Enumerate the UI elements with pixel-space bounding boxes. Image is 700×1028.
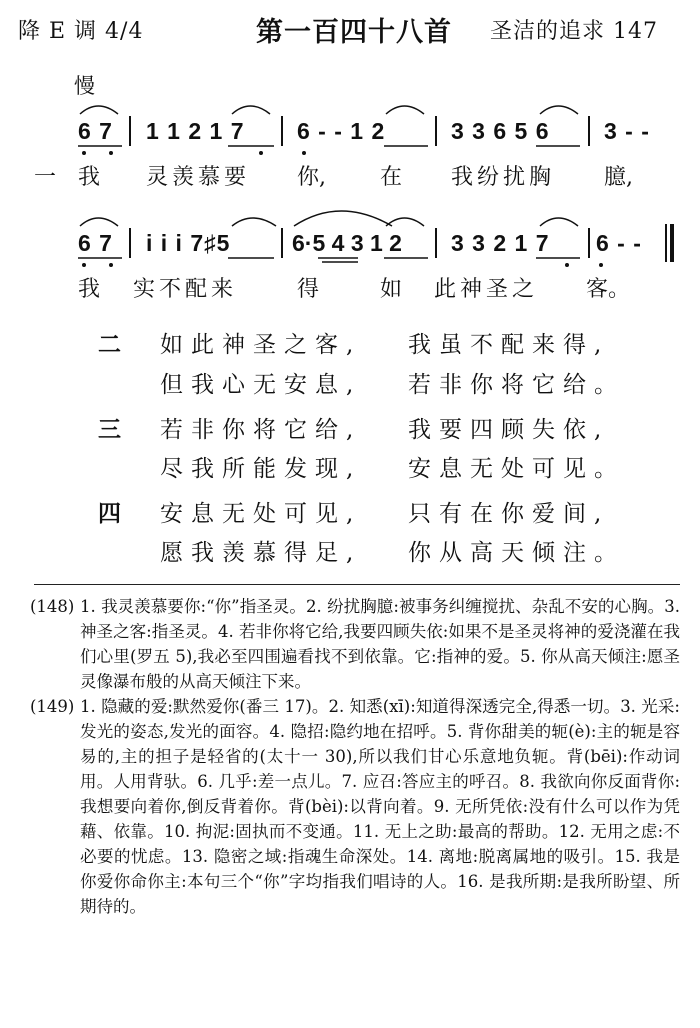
measure-2-4: 3 3 2 1 7	[451, 230, 550, 256]
footnotes	[30, 594, 680, 919]
lyric-syllable: 客。	[586, 277, 631, 302]
tempo-marking: 慢	[74, 74, 95, 98]
stanza-line: 安息无处可见,	[160, 501, 362, 527]
footnote-148	[30, 594, 680, 694]
lyric-syllable: 我	[78, 165, 101, 190]
lyric-syllable: 得	[297, 277, 320, 302]
stanza-number: 四	[98, 501, 121, 527]
footnote-149	[30, 694, 680, 919]
measure-1-3: 6 - - 1 2	[297, 118, 386, 144]
lyric-syllable: 灵羡慕要	[146, 165, 251, 190]
stanza-line: 愿我羡慕得足,	[160, 540, 362, 566]
stanza-line: 若非你将它给。	[408, 372, 625, 398]
measure-1-5: 3 - -	[604, 118, 650, 144]
stanza-line: 只有在你爱间,	[408, 501, 610, 527]
footnote-text: 1. 隐藏的爱:默然爱你(番三 17)。2. 知悉(xī):知道得深透完全,得悉一切。3. 光采:发光的姿态,发光的面容。4. 隐招:隐约地在招呼。5. 背你甜美的轭(è):主的轭是容易的,主的担子是轻省的(太十一 30),所以我们甘心乐意地负轭。背(bēi):作动词用。人用背驮。6. 几乎:差一点儿。7. 应召:答应主的呼召。8. 我欲向你反面背你:我想要向着你,倒反背着你。背(bèi):以背向着。9. 无所凭依:没有什么可以作为凭藉、依靠。10. 拘泥:固执而不变通。11. 无上之助:最高的帮助。12. 无用之虑:不必要的忧虑。13. 隐密之域:指魂生命深处。14. 离地:脱离属地的吸引。15. 我是你爱你命你主:本句三个“你”字均指我们唱诗的人。16. 是我所期:是我所盼望、所期待的。	[80, 697, 680, 916]
stanza-number: 二	[98, 332, 121, 358]
slur-marks	[80, 106, 578, 226]
stanza-line: 安息无处可见。	[408, 456, 625, 482]
lyric-syllable: 臆,	[604, 165, 633, 190]
key-signature: 降 E 调 4/4	[18, 19, 144, 44]
notation-marks	[0, 0, 700, 320]
stanza-line: 若非你将它给,	[160, 417, 362, 443]
measure-1-1: 6 7	[78, 118, 113, 144]
stanza-line: 我虽不配来得,	[408, 332, 610, 358]
hymn-title: 第一百四十八首	[256, 17, 452, 48]
stanza-line: 你从高天倾注。	[408, 540, 625, 566]
lyric-syllable: 此神圣之	[434, 277, 539, 302]
measure-2-2: i i i 7♯5	[146, 230, 231, 256]
lyric-syllable: 我	[78, 277, 101, 302]
hymn-subtitle: 圣洁的追求 147	[490, 19, 658, 44]
lyric-syllable: 在	[380, 165, 403, 190]
stanza-line: 我要四顾失依,	[408, 417, 610, 443]
footnote-number: (148)	[30, 597, 75, 616]
beam-underlines	[78, 146, 580, 262]
octave-dots	[82, 151, 603, 267]
stanza-line: 如此神圣之客,	[160, 332, 362, 358]
stanza-line: 但我心无安息,	[160, 372, 362, 398]
footnote-number: (149)	[30, 697, 75, 716]
footnote-text: 1. 我灵羡慕要你:“你”指圣灵。2. 纷扰胸臆:被事务纠缠搅扰、杂乱不安的心胸。3. 神圣之客:指圣灵。4. 若非你将它给,我要四顾失依:如果不是圣灵将神的爱浇灌在我们心里(罗五 5),我必至四围遍看找不到依靠。它:指神的爱。5. 你从高天倾注:愿圣灵像瀑布般的从高天倾注下来。	[80, 597, 680, 691]
lyric-syllable: 实不配来	[133, 277, 238, 302]
footnote-divider	[34, 584, 680, 585]
measure-2-1: 6 7	[78, 230, 113, 256]
measure-2-3: 6·5 4 3 1 2	[292, 230, 402, 256]
measure-1-4: 3 3 6 5 6	[451, 118, 550, 144]
lyric-syllable: 我纷扰胸	[451, 165, 556, 190]
measure-2-5: 6 - -	[596, 230, 642, 256]
lyric-syllable: 你,	[297, 165, 326, 190]
measure-1-2: 1 1 2 1 7	[146, 118, 245, 144]
verse-number: 一	[34, 165, 57, 190]
stanza-line: 尽我所能发现,	[160, 456, 362, 482]
stanza-number: 三	[98, 417, 121, 443]
lyric-syllable: 如	[380, 277, 403, 302]
